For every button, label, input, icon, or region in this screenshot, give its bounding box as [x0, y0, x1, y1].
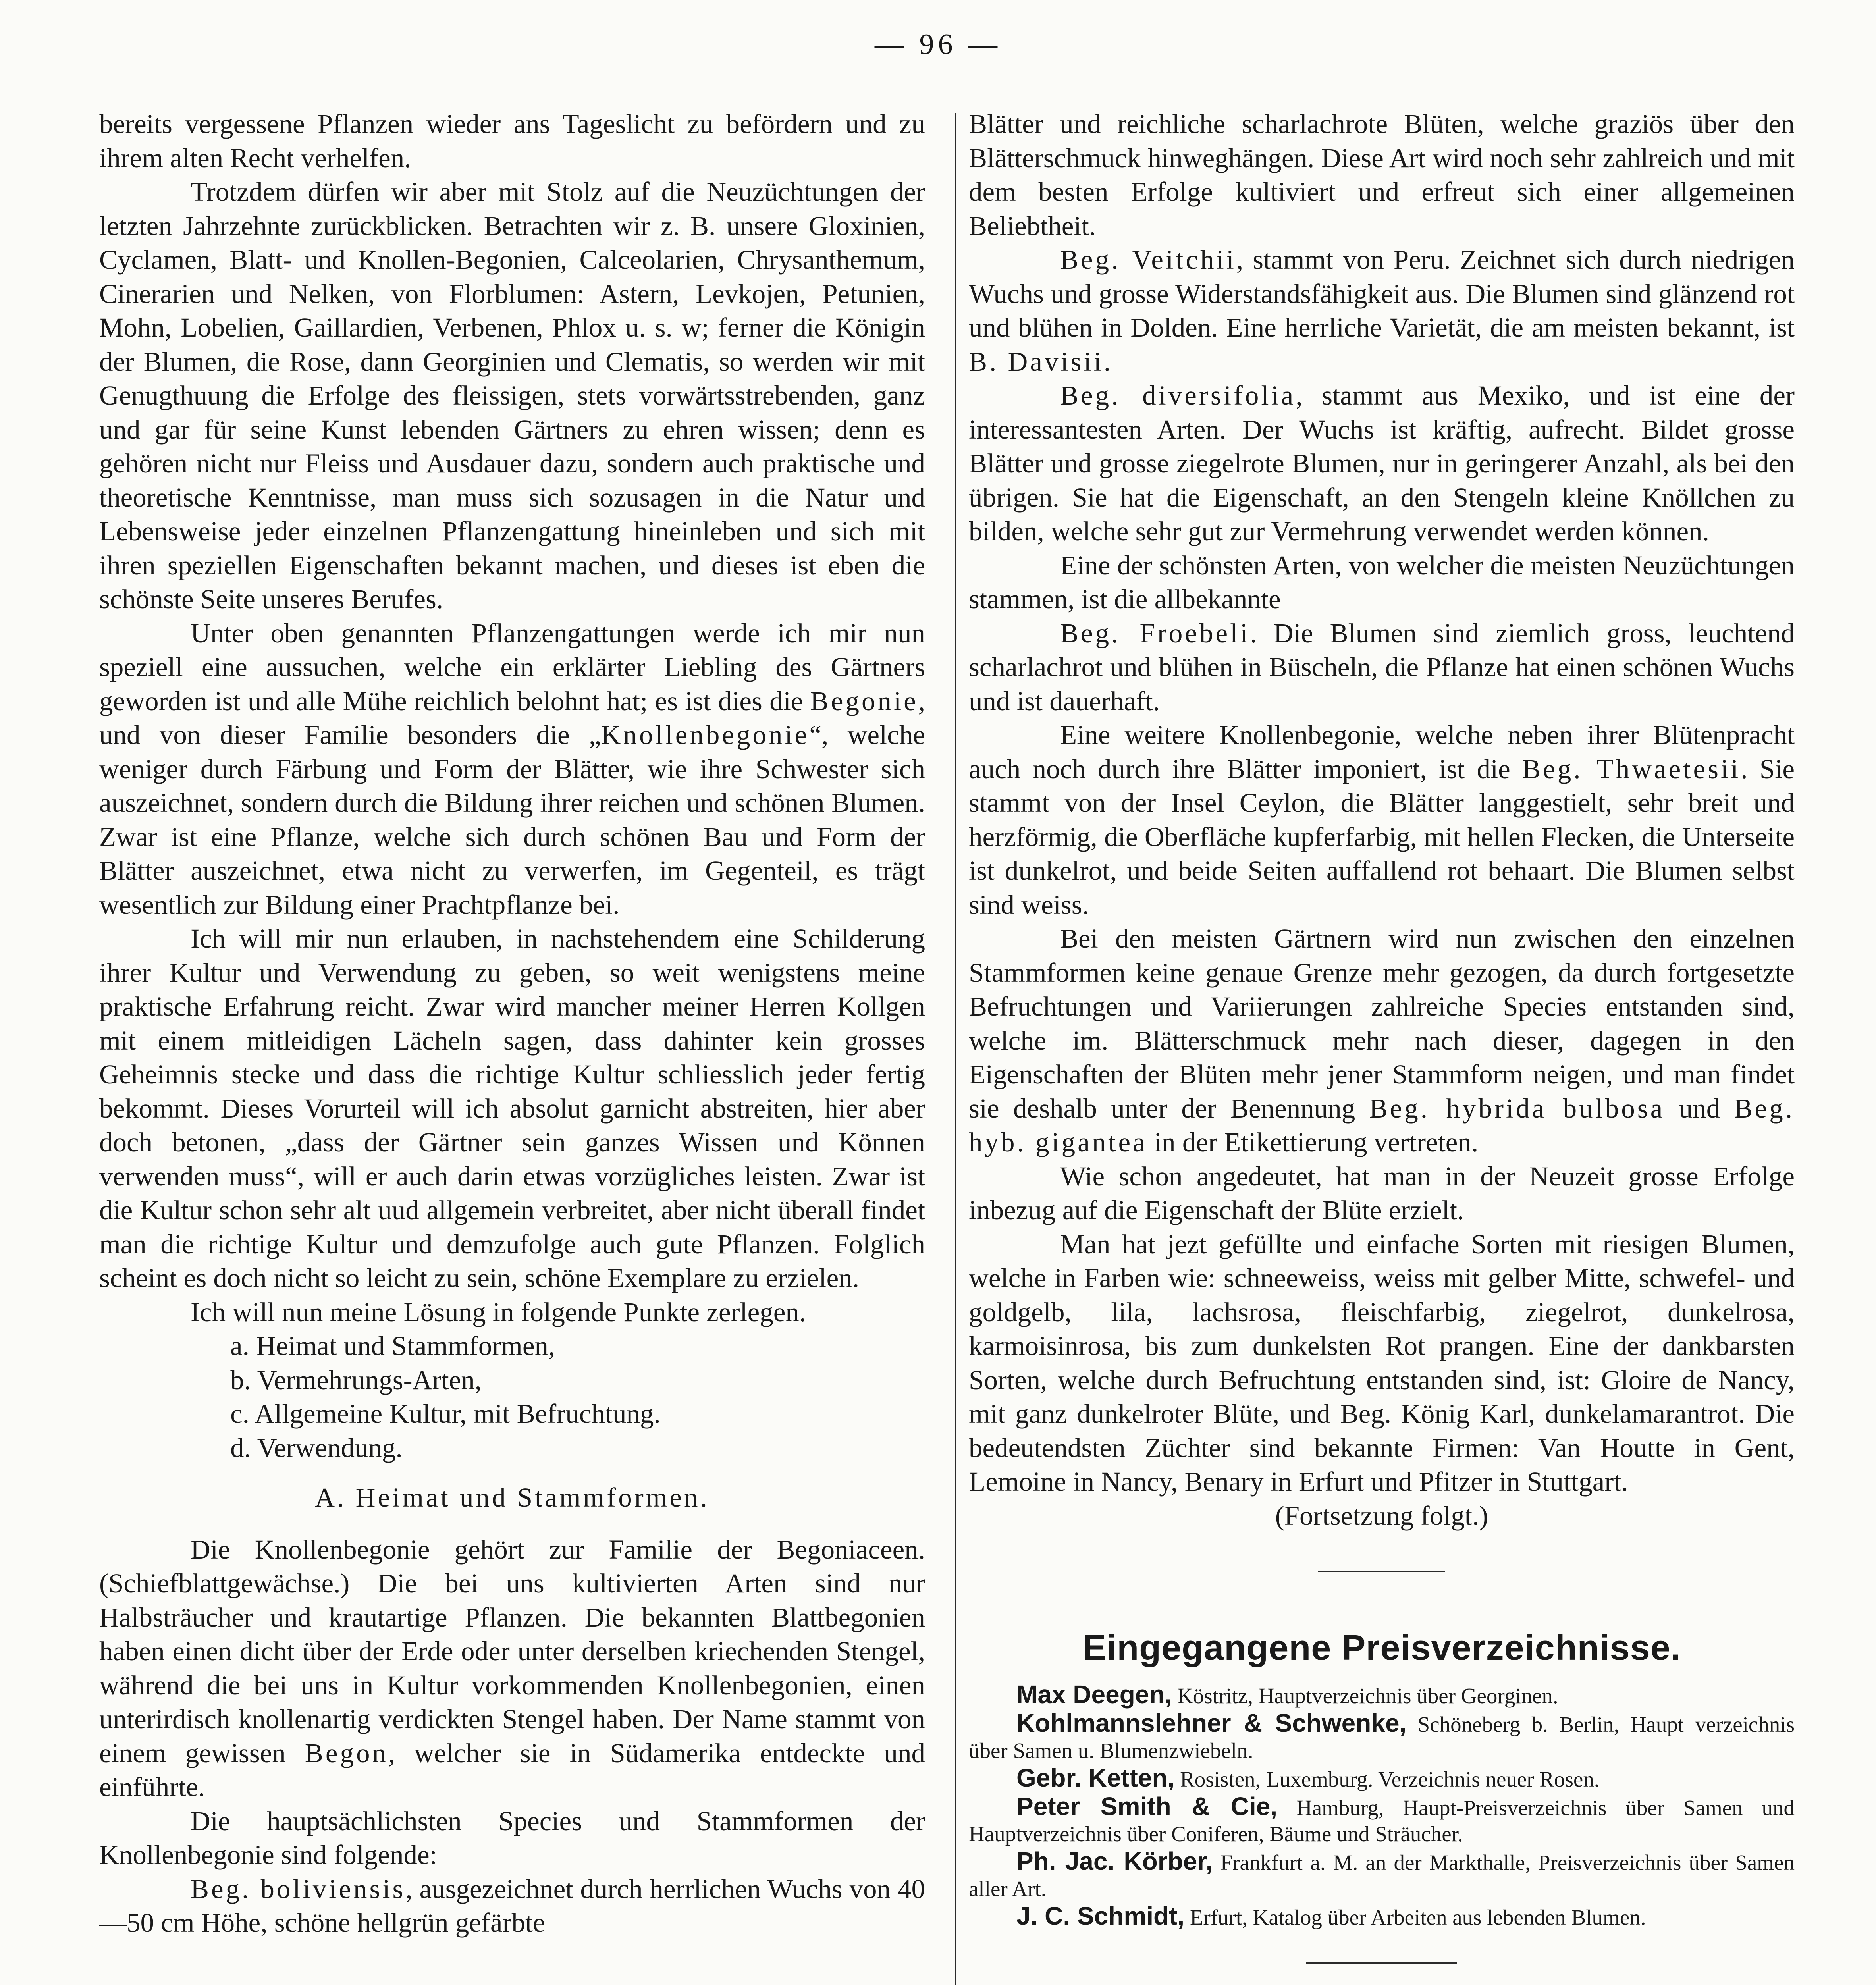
column-divider: [955, 113, 956, 1985]
text-run: Unter oben genannten Pflanzengattungen werde ich mir nun speziell eine aussuchen, welche ein erklärter Liebling des Gärtners geworden ist und alle Mühe reichlich belohnt hat; es ist dies die: [99, 618, 925, 716]
species-name: B. Davisii: [969, 346, 1104, 377]
text-run: , welcher sie in Südamerika entdeckte und einführte.: [99, 1738, 925, 1802]
paragraph: [969, 379, 1795, 549]
entry-text: Rosisten, Luxemburg. Verzeichnis neuer Rosen.: [1174, 1767, 1600, 1791]
entry-text: Köstritz, Hauptverzeichnis über Georginen.: [1172, 1683, 1558, 1708]
list-item: [969, 1848, 1795, 1902]
list-item: b. Vermehrungs-Arten,: [230, 1364, 482, 1395]
left-column: [99, 107, 925, 1940]
paragraph: Wie schon angedeutet, hat man in der Neuzeit grosse Erfolge inbezug auf die Eigenschaft der Blüte erzielt.: [969, 1161, 1795, 1225]
firm-name: Gebr. Ketten,: [1016, 1763, 1175, 1792]
price-list-entries: [969, 1681, 1795, 1931]
text-run: “, welche weniger durch Färbung und Form der Blätter, wie ihre Schwester sich auszeichnet, sondern durch die Bildung ihrer reichen und schönen Blumen. Zwar ist eine Pflanze, welche sich durch schönen Bau und Form der Blätter auszeichnet, etwa nicht zu verwerfen, im Gegenteil, es trägt wesentlich zur Bildung einer Prachtpflanze bei.: [99, 720, 925, 920]
section-title: Eingegangene Preisverzeichnisse.: [1082, 1628, 1681, 1668]
paragraph: Die hauptsächlichsten Species und Stammformen der Knollenbegonie sind folgende:: [99, 1806, 925, 1870]
list-item: [969, 1903, 1795, 1931]
page-number: — 96 —: [875, 28, 1001, 61]
paragraph: [969, 922, 1795, 1160]
paragraph: Man hat jezt gefüllte und einfache Sorten mit riesigen Blumen, welche in Farben wie: schneeweiss, weiss mit gelber Mitte, schwefel- und goldgelb, lila, lachsrosa, fleischfarbig, ziegelrot, dunkelrosa, karmoisinrosa, bis zum dunkelsten Rot prangen. Eine der dankbarsten Sorten, welche durch Befruchtung entstanden sind, ist: Gloire de Nancy, mit ganz dunkelroter Blüte, und Beg. König Karl, dunkelamarantrot. Die bedeutendsten Züchter sind bekannte Firmen: Van Houtte in Gent, Lemoine in Nancy, Benary in Erfurt und Pfitzer in Stuttgart.: [969, 1229, 1795, 1497]
species-name: Beg. hybrida bulbosa: [1369, 1093, 1665, 1124]
list-item: [969, 1681, 1795, 1709]
firm-name: Ph. Jac. Körber,: [1016, 1846, 1213, 1875]
species-name: Beg. Froebeli: [1060, 618, 1250, 648]
outline-list: [99, 1329, 925, 1465]
text-run: Eine weitere Knollenbegonie, welche neben ihrer Blütenpracht auch noch durch ihre Blätter imponiert, ist die: [969, 720, 1795, 784]
emphasis: Knollenbegonie: [601, 720, 810, 750]
text-run: .: [1103, 346, 1111, 377]
firm-name: Max Deegen,: [1016, 1680, 1172, 1709]
species-name: Beg. Thwaetesii: [1522, 754, 1741, 784]
section-heading: A. Heimat und Stammformen.: [315, 1482, 710, 1513]
entry-text: Frankfurt a. M. an der Markthalle, Preisverzeichnis über Samen aller Art.: [969, 1850, 1795, 1901]
text-run: . Sie stammt von der Insel Ceylon, die Blätter langgestielt, sehr breit und herzförmig, die Oberfläche kupferfarbig, mit hellen Flecken, die Unterseite ist dunkelrot, und beide Seiten auffallend rot behaart. Die Blumen selbst sind weiss.: [969, 754, 1795, 920]
list-item: c. Allgemeine Kultur, mit Befruchtung.: [230, 1399, 661, 1429]
entry-text: Hamburg, Haupt-Preisverzeichnis über Samen und Hauptverzeichnis über Coniferen, Bäume und Sträucher.: [969, 1795, 1795, 1846]
text-run: und: [1679, 1093, 1720, 1124]
species-name: Beg. hyb. gigantea: [969, 1093, 1795, 1157]
list-item: [969, 1765, 1795, 1792]
right-column: [969, 107, 1795, 1964]
text-run: , ausgezeichnet durch herrlichen Wuchs von 40—50 cm Höhe, schöne hellgrün gefärbte: [99, 1873, 925, 1938]
paragraph: [99, 1533, 925, 1804]
species-name: Beg. diversifolia: [1060, 380, 1296, 410]
text-run: Die Knollenbegonie gehört zur Familie der Begoniaceen. (Schiefblattgewächse.) Die bei uns kultivierten Arten sind nur Halbsträucher und krautartige Pflanzen. Die bekannten Blattbegonien haben einen dicht über der Erde oder unter derselben kriechenden Stengel, während die bei uns in Kultur vorkommenden Knollenbegonien, einen unterirdisch knollenartig verdickten Stengel haben. Der Name stammt von einem gewissen: [99, 1534, 925, 1768]
firm-name: Peter Smith & Cie,: [1016, 1792, 1278, 1821]
list-item: a. Heimat und Stammformen,: [230, 1331, 555, 1361]
firm-name: Kohlmannslehner & Schwenke,: [1016, 1708, 1407, 1737]
paragraph: [969, 617, 1795, 719]
list-item: [969, 1793, 1795, 1847]
emphasis: Begon: [305, 1738, 388, 1768]
paragraph: [99, 617, 925, 922]
text-run: Bei den meisten Gärtnern wird nun zwischen den einzelnen Stammformen keine genaue Grenze mehr gezogen, da durch fortgesetzte Befruchtungen und Variierungen zahlreiche Species entstanden sind, welche im. Blätterschmuck mehr nach dieser, dagegen in den Eigenschaften der Blüten mehr jener Stammform neigen, und man findet sie deshalb unter der Benennung: [969, 923, 1795, 1124]
list-item: d. Verwendung.: [230, 1432, 403, 1463]
species-name: Beg. boliviensis: [191, 1873, 406, 1904]
paragraph: Trotzdem dürfen wir aber mit Stolz auf die Neuzüchtungen der letzten Jahrzehnte zurückblicken. Betrachten wir z. B. unsere Gloxinien, Cyclamen, Blatt- und Knollen-Begonien, Calceolarien, Chrysanthemum, Cinerarien und Nelken, von Florblumen: Astern, Levkojen, Petunien, Mohn, Lobelien, Gaillardien, Verbenen, Phlox u. s. w; ferner die Königin der Blumen, die Rose, dann Georginien und Clematis, so werden wir mit Genugthuung die Erfolge des fleissigen, stets vorwärtsstrebenden, ganz und gar für seine Kunst lebenden Gärtners zu ehren wissen; denn es gehören nicht nur Fleiss und Ausdauer dazu, sondern auch praktische und theoretische Kenntnisse, man muss sich sozusagen in die Natur und Lebensweise jeder einzelnen Pflanzengattung hineinleben und sich mit ihren speziellen Eigenschaften bekannt machen, und dieses ist eben die schönste Seite unseres Berufes.: [99, 177, 925, 614]
text-run: , stammt aus Mexiko, und ist eine der interessantesten Arten. Der Wuchs ist kräftig, aufrecht. Bildet grosse Blätter und grosse ziegelrote Blumen, nur in geringerer Anzahl, als bei den übrigen. Sie hat die Eigenschaft, an den Stengeln kleine Knöllchen zu bilden, welche sehr gut zur Vermehrung verwendet werden können.: [969, 380, 1795, 546]
paragraph: Ich will mir nun erlauben, in nachstehendem eine Schilderung ihrer Kultur und Verwendung zu geben, so weit wenigstens meine praktische Erfahrung reicht. Zwar wird mancher meiner Herren Kollgen mit einem mitleidigen Lächeln sagen, dass dahinter kein grosses Geheimnis stecke und dass die richtige Kultur schliesslich jeder fertig bekommt. Dieses Vorurteil will ich absolut garnicht abstreiten, hier aber doch betonen, „dass der Gärtner sein ganzes Wissen und Können verwenden muss“, will er auch darin etwas vorzügliches leisten. Zwar ist die Kultur schon sehr alt uud allgemein verbreitet, aber nicht überall findet man die richtige Kultur und demzufolge auch gute Pflanzen. Folglich scheint es doch nicht so leicht zu sein, schöne Exemplare zu erzielen.: [99, 923, 925, 1293]
emphasis: Begonie: [810, 686, 918, 716]
paragraph: [969, 243, 1795, 379]
paragraph: Ich will nun meine Lösung in folgende Punkte zerlegen.: [191, 1297, 806, 1327]
text-run: , und von dieser Familie besonders die „: [99, 686, 925, 750]
text-run: . Die Blumen sind ziemlich gross, leuchtend scharlachrot und blühen in Büscheln, die Pflanze hat einen schönen Wuchs und ist dauerhaft.: [969, 618, 1795, 716]
paragraph: [969, 718, 1795, 922]
text-run: , stammt von Peru. Zeichnet sich durch niedrigen Wuchs und grosse Widerstandsfähigkeit aus. Die Blumen sind glänzend rot und blühen in Dolden. Eine herrliche Varietät, die am meisten bekannt, ist: [969, 245, 1795, 343]
section-divider: [1318, 1571, 1445, 1572]
species-name: Beg. Veitchii: [1060, 245, 1236, 275]
text-run: in der Etikettierung vertreten.: [1154, 1127, 1479, 1157]
paragraph: bereits vergessene Pflanzen wieder ans Tageslicht zu befördern und zu ihrem alten Recht verhelfen.: [99, 109, 925, 173]
continuation-note: (Fortsetzung folgt.): [1275, 1500, 1488, 1531]
closing-divider: [1306, 1962, 1457, 1964]
entry-text: Schöneberg b. Berlin, Haupt verzeichnis über Samen u. Blumenzwiebeln.: [969, 1712, 1795, 1763]
paragraph: Blätter und reichliche scharlachrote Blüten, welche graziös über den Blätterschmuck hinweghängen. Diese Art wird noch sehr zahlreich und mit dem besten Erfolge kultiviert und erfreut sich einer allgemeinen Beliebtheit.: [969, 109, 1795, 241]
paragraph: Eine der schönsten Arten, von welcher die meisten Neuzüchtungen stammen, ist die allbekannte: [969, 550, 1795, 614]
firm-name: J. C. Schmidt,: [1016, 1901, 1185, 1930]
paragraph: [99, 1872, 925, 1940]
entry-text: Erfurt, Katalog über Arbeiten aus lebenden Blumen.: [1184, 1905, 1646, 1929]
list-item: [969, 1710, 1795, 1764]
